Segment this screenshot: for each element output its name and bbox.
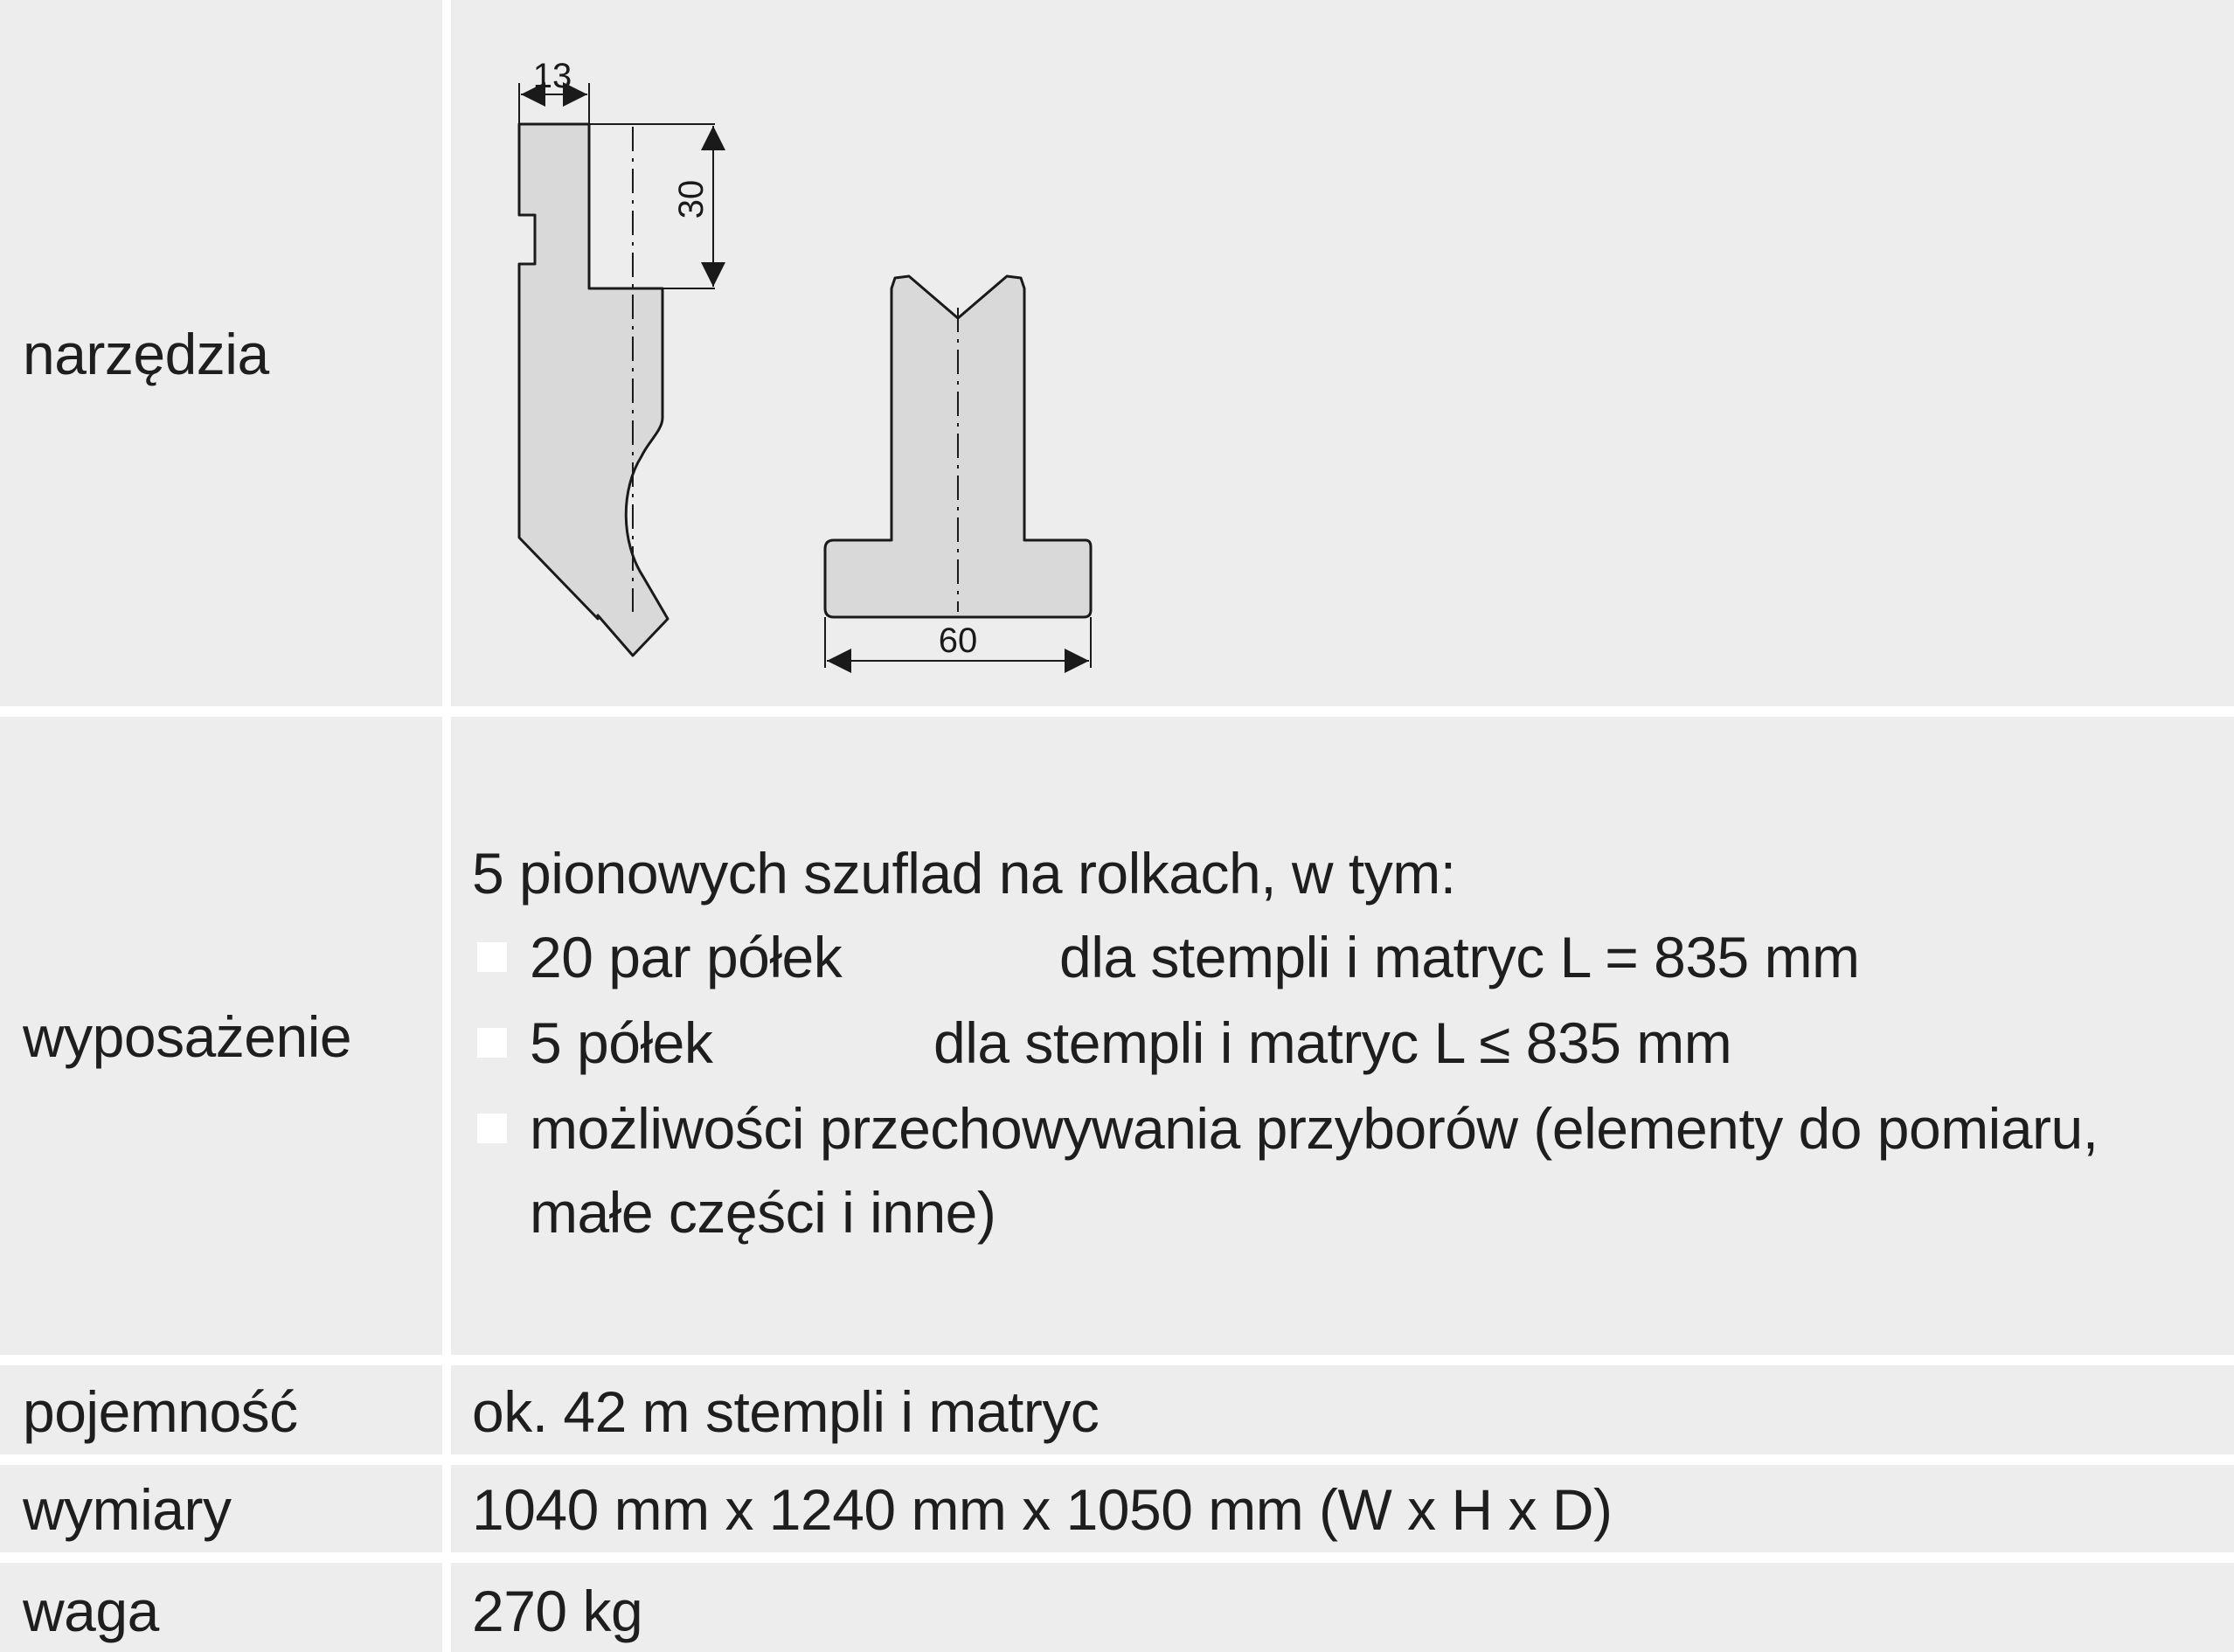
row-dimensions-label-cell	[0, 1465, 442, 1552]
row-capacity-label-cell	[0, 1365, 442, 1454]
capacity-value: ok. 42 m stempli i matryc	[472, 1379, 1100, 1444]
row-capacity-value-cell	[451, 1365, 2234, 1454]
equipment-item-1-desc: dla stempli i matryc L = 835 mm	[1059, 925, 1860, 989]
row-tools-value-cell	[451, 0, 2234, 706]
row-equipment-value-cell	[451, 717, 2234, 1355]
row-weight-label-cell	[0, 1563, 442, 1652]
punch-height-dim-rotated: 30	[672, 179, 711, 219]
row-dimensions-label: wymiary	[23, 1477, 232, 1542]
equipment-item-3-line-2: małe części i inne)	[530, 1180, 996, 1245]
punch-width-dim: 13	[532, 57, 572, 95]
equipment-item-2-name: 5 półek	[530, 1010, 713, 1075]
row-weight-label: waga	[23, 1579, 159, 1643]
row-dimensions-value-cell	[451, 1465, 2234, 1552]
punch-tool-shape	[519, 124, 668, 656]
weight-value: 270 kg	[472, 1579, 643, 1643]
equipment-intro: 5 pionowych szuflad na rolkach, w tym:	[472, 841, 1456, 906]
equipment-item-3-line-1: możliwości przechowywania przyborów (elementy do pomiaru,	[530, 1096, 2099, 1161]
dimensions-value: 1040 mm x 1240 mm x 1050 mm (W x H x D)	[472, 1477, 1613, 1542]
row-tools-label-cell	[0, 0, 442, 706]
tools-drawing	[451, 0, 2234, 706]
bullet-square	[477, 1028, 507, 1058]
equipment-item-1-name: 20 par półek	[530, 925, 843, 989]
bullet-square	[477, 1114, 507, 1143]
bullet-square	[477, 942, 507, 972]
row-equipment-label-cell	[0, 717, 442, 1355]
equipment-item-2-desc: dla stempli i matryc L ≤ 835 mm	[933, 1010, 1732, 1075]
die-width-dim: 60	[938, 621, 978, 660]
row-tools-label: narzędzia	[23, 322, 269, 386]
row-equipment-label: wyposażenie	[23, 1004, 352, 1069]
row-capacity-label: pojemność	[23, 1379, 298, 1444]
row-weight-value-cell	[451, 1563, 2234, 1652]
